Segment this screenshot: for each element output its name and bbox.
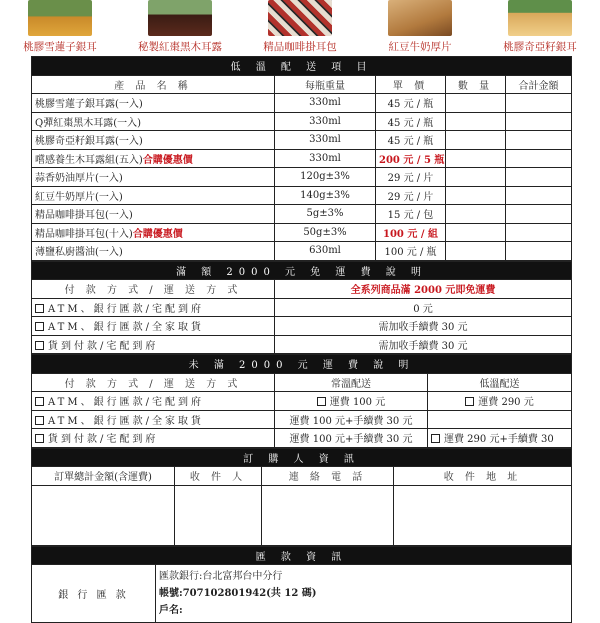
product-volume: 50g±3%	[275, 223, 376, 242]
product-name: 精品咖啡掛耳包(一入)	[35, 210, 133, 221]
shipping-fee: 0 元	[275, 298, 572, 317]
cold-fee-cell	[428, 429, 572, 448]
product-row	[32, 223, 572, 242]
checkbox[interactable]	[35, 341, 44, 350]
qty-input[interactable]	[446, 223, 506, 242]
phone-field[interactable]	[262, 485, 394, 545]
product-name-cell	[32, 223, 275, 242]
checkbox[interactable]	[35, 304, 44, 313]
product-photo	[508, 0, 572, 36]
cold-fee-cell	[428, 410, 572, 429]
normal-fee: 運費 100 元+手續費 30 元	[290, 434, 413, 445]
cold-fee-cell	[428, 392, 572, 411]
promo-label: 合購優惠價	[133, 229, 183, 240]
product-volume: 330ml	[275, 149, 376, 168]
lowtemp-table	[31, 56, 572, 261]
product-card	[0, 0, 120, 54]
normal-fee: 運費 100 元+手續費 30 元	[290, 416, 413, 427]
subtotal-input[interactable]	[506, 94, 572, 113]
product-name: 蒜香奶油厚片(一入)	[35, 173, 123, 184]
product-name: 嚐感養生木耳露組(五入)	[35, 155, 143, 166]
remittance-title: 匯 款 資 訊	[32, 546, 572, 565]
product-card	[480, 0, 600, 54]
product-price: 45 元 / 瓶	[376, 131, 446, 150]
shipping-fee: 需加收手續費 30 元	[275, 317, 572, 336]
product-name: 精品咖啡掛耳包(十入)	[35, 229, 133, 240]
subtotal-input[interactable]	[506, 131, 572, 150]
product-name-cell	[32, 186, 275, 205]
subtotal-input[interactable]	[506, 186, 572, 205]
shipping-fee: 需加收手續費 30 元	[275, 335, 572, 354]
checkbox[interactable]	[35, 322, 44, 331]
normal-fee: 運費 100 元	[330, 397, 385, 408]
product-price: 45 元 / 瓶	[376, 94, 446, 113]
product-row	[32, 112, 572, 131]
checkbox[interactable]	[465, 397, 474, 406]
lowtemp-title: 低 溫 配 送 項 目	[32, 57, 572, 76]
product-label: 桃膠雪蓮子銀耳	[23, 39, 97, 54]
product-row	[32, 205, 572, 224]
normal-fee-cell	[275, 410, 428, 429]
product-name-cell	[32, 168, 275, 187]
product-name-cell	[32, 205, 275, 224]
qty-input[interactable]	[446, 242, 506, 261]
product-photo	[148, 0, 212, 36]
product-price: 29 元 / 片	[376, 186, 446, 205]
product-price: 100 元 / 瓶	[376, 242, 446, 261]
product-name: Q彈紅棗黑木耳露(一入)	[35, 118, 141, 129]
shipping-method-cell	[32, 317, 275, 336]
product-name: 桃膠奇亞籽銀耳露(一入)	[35, 136, 143, 147]
checkbox[interactable]	[35, 434, 44, 443]
col-header-cold: 低溫配送	[428, 373, 572, 392]
col-header-method: 付 款 方 式 / 運 送 方 式	[32, 373, 275, 392]
product-label: 桃膠奇亞籽銀耳	[503, 39, 577, 54]
paid-shipping-title: 未 滿 2000 元 運 費 說 明	[32, 355, 572, 374]
bank-info	[156, 565, 572, 623]
subtotal-input[interactable]	[506, 242, 572, 261]
product-card	[360, 0, 480, 54]
cold-fee: 運費 290 元	[478, 397, 533, 408]
recipient-field[interactable]	[175, 485, 262, 545]
shipping-method: ATM、銀行匯款/宅配到府	[48, 304, 204, 315]
shipping-method-cell	[32, 410, 275, 429]
free-shipping-title: 滿 額 2000 元 免 運 費 說 明	[32, 261, 572, 280]
bank-transfer-label: 銀 行 匯 款	[32, 565, 156, 623]
bank-name: 匯款銀行:台北富邦台中分行	[159, 568, 568, 585]
product-name-cell	[32, 131, 275, 150]
shipping-method: 貨到付款/宅配到府	[48, 434, 158, 445]
qty-input[interactable]	[446, 131, 506, 150]
qty-input[interactable]	[446, 112, 506, 131]
shipping-method-cell	[32, 335, 275, 354]
shipping-option-row	[32, 429, 572, 448]
product-row	[32, 242, 572, 261]
shipping-method: ATM、銀行匯款/全家取貨	[48, 322, 204, 333]
product-price: 200 元 / 5 瓶	[376, 149, 446, 168]
product-row	[32, 168, 572, 187]
shipping-method: ATM、銀行匯款/全家取貨	[48, 416, 204, 427]
product-row	[32, 94, 572, 113]
shipping-option-row	[32, 410, 572, 429]
product-volume: 330ml	[275, 94, 376, 113]
col-header-phone: 連 絡 電 話	[262, 467, 394, 486]
product-name: 桃膠雪蓮子銀耳露(一入)	[35, 99, 143, 110]
product-price: 100 元 / 組	[376, 223, 446, 242]
checkbox[interactable]	[431, 434, 440, 443]
shipping-option-row	[32, 392, 572, 411]
product-strip	[0, 0, 600, 54]
product-volume: 330ml	[275, 131, 376, 150]
shipping-option-row	[32, 335, 572, 354]
product-label: 紅豆牛奶厚片	[389, 39, 452, 54]
shipping-method-cell	[32, 298, 275, 317]
product-name: 薄鹽私廚醬油(一入)	[35, 247, 123, 258]
col-header-price: 單 價	[376, 75, 446, 94]
bank-account: 帳號:707102801942(共 12 碼)	[159, 585, 568, 602]
subtotal-input[interactable]	[506, 205, 572, 224]
checkbox[interactable]	[35, 397, 44, 406]
col-header-normal: 常溫配送	[275, 373, 428, 392]
product-volume: 5g±3%	[275, 205, 376, 224]
product-name-cell	[32, 112, 275, 131]
orderer-title: 訂 購 人 資 訊	[32, 448, 572, 467]
product-volume: 630ml	[275, 242, 376, 261]
col-header-qty: 數 量	[446, 75, 506, 94]
shipping-option-row	[32, 317, 572, 336]
promo-label: 合購優惠價	[143, 155, 193, 166]
col-header-total: 訂單總計金額(含運費)	[32, 467, 175, 486]
orderer-table	[31, 448, 572, 546]
product-name-cell	[32, 242, 275, 261]
product-card	[120, 0, 240, 54]
product-volume: 140g±3%	[275, 186, 376, 205]
qty-input[interactable]	[446, 149, 506, 168]
subtotal-input[interactable]	[506, 223, 572, 242]
product-label: 秘製紅棗黑木耳露	[138, 39, 222, 54]
col-header-subtotal: 合計金額	[506, 75, 572, 94]
order-form	[31, 56, 571, 623]
product-price: 29 元 / 片	[376, 168, 446, 187]
product-row	[32, 186, 572, 205]
qty-input[interactable]	[446, 168, 506, 187]
shipping-method-cell	[32, 429, 275, 448]
free-shipping-table	[31, 261, 572, 355]
col-header-volume: 每瓶重量	[275, 75, 376, 94]
product-price: 15 元 / 包	[376, 205, 446, 224]
address-field[interactable]	[394, 485, 572, 545]
product-row	[32, 149, 572, 168]
product-volume: 120g±3%	[275, 168, 376, 187]
product-name-cell	[32, 149, 275, 168]
col-header-address: 收 件 地 址	[394, 467, 572, 486]
product-photo	[28, 0, 92, 36]
checkbox[interactable]	[317, 397, 326, 406]
normal-fee-cell	[275, 392, 428, 411]
product-name: 紅豆牛奶厚片(一入)	[35, 192, 123, 203]
paid-shipping-table	[31, 354, 572, 448]
qty-input[interactable]	[446, 186, 506, 205]
qty-input[interactable]	[446, 94, 506, 113]
account-holder: 戶名:	[159, 602, 568, 619]
col-header-recipient: 收 件 人	[175, 467, 262, 486]
product-label: 精品咖啡掛耳包	[263, 39, 337, 54]
normal-fee-cell	[275, 429, 428, 448]
shipping-method: ATM、銀行匯款/宅配到府	[48, 397, 204, 408]
cold-fee: 運費 290 元+手續費 30	[444, 434, 554, 445]
product-row	[32, 131, 572, 150]
shipping-method-cell	[32, 392, 275, 411]
product-volume: 330ml	[275, 112, 376, 131]
remittance-table	[31, 546, 572, 623]
col-header-method: 付 款 方 式 / 運 送 方 式	[32, 280, 275, 299]
qty-input[interactable]	[446, 205, 506, 224]
col-header-name: 產 品 名 稱	[32, 75, 275, 94]
product-photo	[268, 0, 332, 36]
checkbox[interactable]	[35, 416, 44, 425]
free-shipping-note: 全系列商品滿 2000 元即免運費	[275, 280, 572, 299]
product-card	[240, 0, 360, 54]
subtotal-input[interactable]	[506, 168, 572, 187]
total-field[interactable]	[32, 485, 175, 545]
subtotal-input[interactable]	[506, 149, 572, 168]
product-price: 45 元 / 瓶	[376, 112, 446, 131]
subtotal-input[interactable]	[506, 112, 572, 131]
shipping-option-row	[32, 298, 572, 317]
product-name-cell	[32, 94, 275, 113]
product-photo	[388, 0, 452, 36]
shipping-method: 貨到付款/宅配到府	[48, 341, 158, 352]
